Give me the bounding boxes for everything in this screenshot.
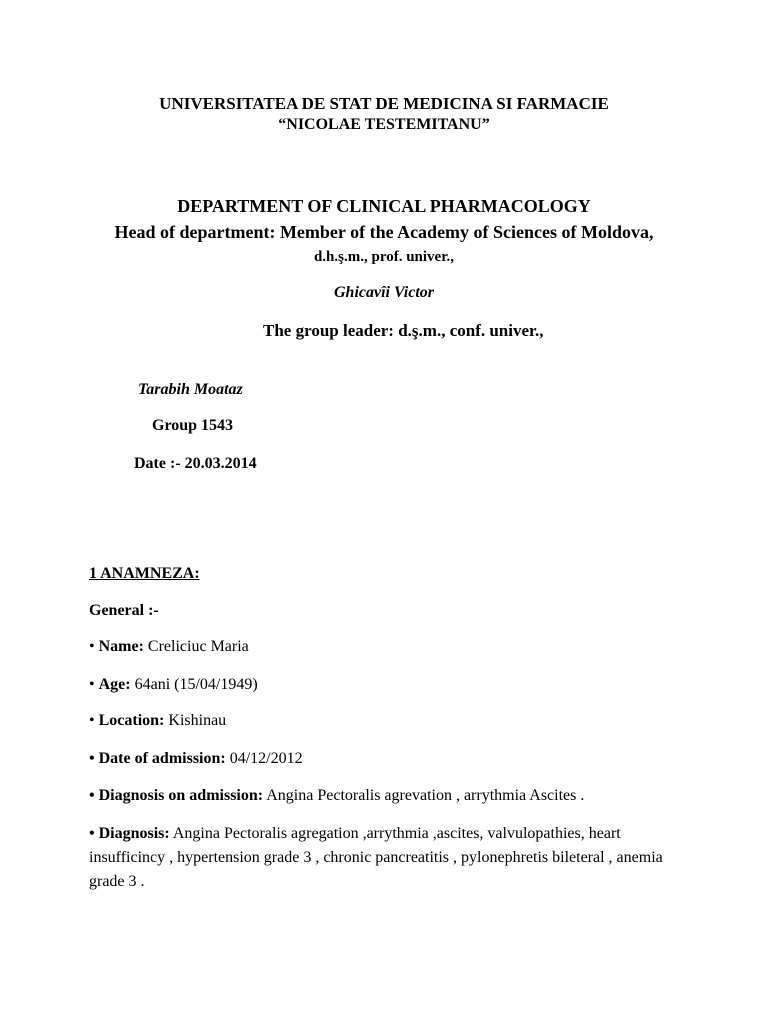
general-heading: General :- <box>89 602 159 619</box>
age-label: Age: <box>98 676 131 693</box>
diagnosis-on-admission-value: Angina Pectoralis agrevation , arrythmia Ascites . <box>266 787 585 804</box>
diagnosis-label: Diagnosis: <box>98 825 170 842</box>
bullet: • <box>89 712 95 729</box>
admission-date-label: Date of admission: <box>98 750 226 767</box>
admission-date-item <box>89 750 303 768</box>
bullet: • <box>89 825 95 842</box>
report-date: Date :- 20.03.2014 <box>134 455 257 472</box>
name-item <box>89 638 249 656</box>
location-value: Kishinau <box>168 712 227 729</box>
head-of-department-line: Head of department: Member of the Academy of Sciences of Moldova, <box>114 222 654 242</box>
diagnosis-item <box>89 822 689 894</box>
bullet: • <box>89 638 95 655</box>
name-label: Name: <box>98 638 144 655</box>
student-name: Tarabih Moataz <box>138 381 243 398</box>
location-label: Location: <box>98 712 165 729</box>
name-value: Creliciuc Maria <box>147 638 249 655</box>
head-name: Ghicavîi Victor <box>334 284 434 301</box>
diagnosis-on-admission-item <box>89 787 584 805</box>
group-leader-line: The group leader: d.ş.m., conf. univer., <box>263 321 544 340</box>
age-value: 64ani (15/04/1949) <box>134 676 258 693</box>
admission-date-value: 04/12/2012 <box>229 750 303 767</box>
bullet: • <box>89 750 95 767</box>
head-titles: d.h.ş.m., prof. univer., <box>313 249 455 265</box>
section-title: 1 ANAMNEZA: <box>89 565 200 582</box>
bullet: • <box>89 787 95 804</box>
location-item <box>89 712 226 730</box>
university-name-line1: UNIVERSITATEA DE STAT DE MEDICINA SI FARMACIE <box>159 94 609 113</box>
bullet: • <box>89 676 95 693</box>
diagnosis-on-admission-label: Diagnosis on admission: <box>98 787 264 804</box>
age-item <box>89 676 258 694</box>
department-title: DEPARTMENT OF CLINICAL PHARMACOLOGY <box>177 196 591 216</box>
university-name-line2: “NICOLAE TESTEMITANU” <box>278 116 490 133</box>
diagnosis-value: Angina Pectoralis agregation ,arrythmia ,ascites, valvulopathies, heart insufficincy , hypertension grade 3 , chronic pancreatitis , pylonephretis bileteral , anemia grade 3 . <box>89 825 663 890</box>
group-number: Group 1543 <box>152 417 234 434</box>
